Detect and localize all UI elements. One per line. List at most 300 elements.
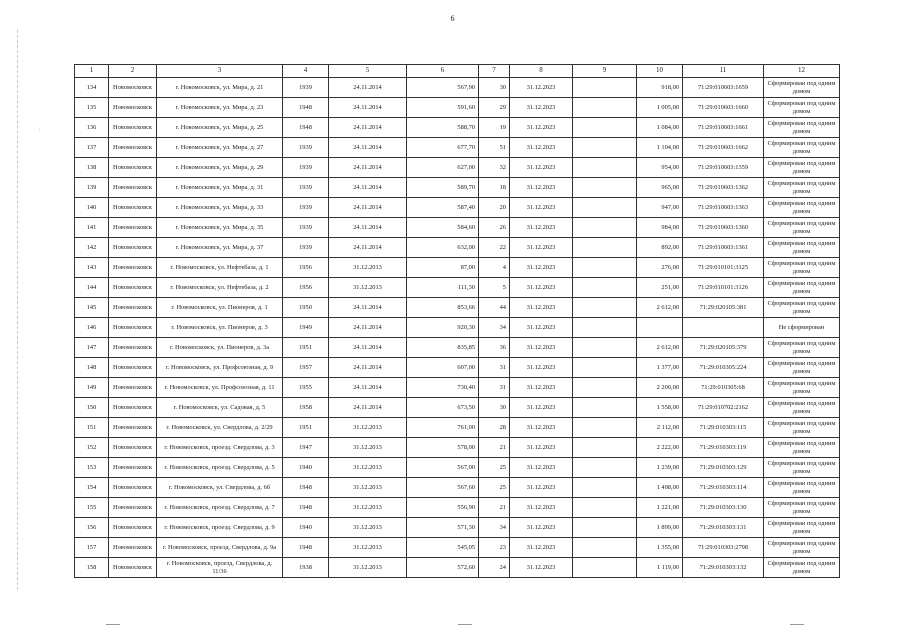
cell-status: Сформирован под одним домом	[764, 218, 840, 238]
cell-row-number: 153	[75, 458, 109, 478]
cell-count: 25	[479, 478, 510, 498]
cell-build-year: 1939	[283, 218, 329, 238]
cell-date: 24.11.2014	[329, 178, 407, 198]
cell-value: 1 558,00	[637, 398, 683, 418]
cell-end-date: 31.12.2023	[510, 158, 573, 178]
cell-cadastral-number: 71:29:010303:129	[683, 458, 764, 478]
cell-end-date: 31.12.2023	[510, 338, 573, 358]
cell-build-year: 1948	[283, 98, 329, 118]
cell-end-date: 31.12.2023	[510, 298, 573, 318]
cell-city: Новомосковск	[109, 218, 157, 238]
cell-city: Новомосковск	[109, 418, 157, 438]
cell-count: 23	[479, 538, 510, 558]
cell-date: 24.11.2014	[329, 218, 407, 238]
cell-build-year: 1939	[283, 78, 329, 98]
cell-area: 920,30	[407, 318, 479, 338]
cell-end-date: 31.12.2023	[510, 238, 573, 258]
cell-row-number: 139	[75, 178, 109, 198]
cell-value: 984,00	[637, 218, 683, 238]
column-header-11: 11	[683, 65, 764, 78]
cell-city: Новомосковск	[109, 338, 157, 358]
cell-city: Новомосковск	[109, 98, 157, 118]
cell-address: г. Новомосковск, ул. Мира, д. 33	[157, 198, 283, 218]
cell-city: Новомосковск	[109, 538, 157, 558]
cell-build-year: 1958	[283, 398, 329, 418]
cell-empty-col	[573, 258, 637, 278]
cell-build-year: 1939	[283, 138, 329, 158]
cell-value: 1 221,00	[637, 498, 683, 518]
column-header-4: 4	[283, 65, 329, 78]
table-row	[75, 218, 840, 238]
cell-row-number: 156	[75, 518, 109, 538]
cell-cadastral-number: 71:29:010303:119	[683, 438, 764, 458]
cell-count: 31	[479, 358, 510, 378]
cell-empty-col	[573, 358, 637, 378]
cell-city: Новомосковск	[109, 518, 157, 538]
cell-city: Новомосковск	[109, 438, 157, 458]
cell-end-date: 31.12.2023	[510, 78, 573, 98]
cell-address: г. Новомосковск, проезд. Свердлова, д. 3	[157, 438, 283, 458]
cell-date: 31.12.2013	[329, 418, 407, 438]
cell-date: 24.11.2014	[329, 318, 407, 338]
cell-date: 24.11.2014	[329, 118, 407, 138]
cell-value: 1 498,00	[637, 478, 683, 498]
cell-address: г. Новомосковск, ул. Пионеров, д. 3а	[157, 338, 283, 358]
cell-value: 918,00	[637, 78, 683, 98]
cell-value: 2 612,00	[637, 338, 683, 358]
cell-empty-col	[573, 158, 637, 178]
cell-date: 31.12.2013	[329, 458, 407, 478]
cell-empty-col	[573, 178, 637, 198]
cell-date: 24.11.2014	[329, 378, 407, 398]
cell-address: г. Новомосковск, ул. Нефтебаза, д. 2	[157, 278, 283, 298]
cell-cadastral-number: 71:29:020105:379	[683, 338, 764, 358]
cell-count: 24	[479, 558, 510, 578]
cell-address: г. Новомосковск, ул. Профсоюзная, д. 11	[157, 378, 283, 398]
cell-status: Сформирован под одним домом	[764, 198, 840, 218]
cell-count: 22	[479, 238, 510, 258]
cell-cadastral-number: 71:29:010603:1361	[683, 238, 764, 258]
cell-city: Новомосковск	[109, 498, 157, 518]
cell-empty-col	[573, 558, 637, 578]
table-row	[75, 538, 840, 558]
cell-address: г. Новомосковск, проезд. Свердлова, д. 9а	[157, 538, 283, 558]
cell-row-number: 150	[75, 398, 109, 418]
cell-value: 1 084,00	[637, 118, 683, 138]
cell-count: 32	[479, 158, 510, 178]
cell-row-number: 158	[75, 558, 109, 578]
cell-date: 31.12.2013	[329, 498, 407, 518]
cell-build-year: 1955	[283, 378, 329, 398]
cell-row-number: 151	[75, 418, 109, 438]
cell-build-year: 1956	[283, 278, 329, 298]
cell-address: г. Новомосковск, ул. Свердлова, д. 2/29	[157, 418, 283, 438]
column-header-1: 1	[75, 65, 109, 78]
cell-cadastral-number: 71:29:010303:130	[683, 498, 764, 518]
cell-build-year: 1940	[283, 458, 329, 478]
cell-build-year: 1939	[283, 238, 329, 258]
cell-area: 567,90	[407, 78, 479, 98]
column-header-9: 9	[573, 65, 637, 78]
cell-status: Сформирован под одним домом	[764, 398, 840, 418]
cell-count: 34	[479, 518, 510, 538]
cell-end-date: 31.12.2023	[510, 98, 573, 118]
column-header-6: 6	[407, 65, 479, 78]
cell-area: 556,90	[407, 498, 479, 518]
cell-count: 28	[479, 418, 510, 438]
cell-count: 51	[479, 138, 510, 158]
cell-empty-col	[573, 478, 637, 498]
cell-area: 587,40	[407, 198, 479, 218]
cell-empty-col	[573, 218, 637, 238]
cell-city: Новомосковск	[109, 118, 157, 138]
cell-end-date: 31.12.2023	[510, 358, 573, 378]
cell-cadastral-number	[683, 318, 764, 338]
cell-row-number: 155	[75, 498, 109, 518]
cell-count: 30	[479, 398, 510, 418]
cell-row-number: 138	[75, 158, 109, 178]
cell-row-number: 143	[75, 258, 109, 278]
cell-end-date: 31.12.2023	[510, 118, 573, 138]
cell-date: 24.11.2014	[329, 398, 407, 418]
cell-status: Сформирован под одним домом	[764, 498, 840, 518]
cell-empty-col	[573, 98, 637, 118]
cell-empty-col	[573, 498, 637, 518]
cell-address: г. Новомосковск, ул. Свердлова, д. 6б	[157, 478, 283, 498]
cell-cadastral-number: 71:29:010305:224	[683, 358, 764, 378]
cell-build-year: 1949	[283, 318, 329, 338]
cell-count: 21	[479, 438, 510, 458]
cell-area: 572,60	[407, 558, 479, 578]
cell-row-number: 145	[75, 298, 109, 318]
cell-value: 954,00	[637, 158, 683, 178]
cell-count: 34	[479, 318, 510, 338]
cell-end-date: 31.12.2023	[510, 278, 573, 298]
cell-address: г. Новомосковск, проезд. Свердлова, д. 5	[157, 458, 283, 478]
scan-artifact-line-center	[458, 624, 472, 625]
column-header-12: 12	[764, 65, 840, 78]
cell-area: 588,70	[407, 118, 479, 138]
cell-status: Сформирован под одним домом	[764, 378, 840, 398]
cell-address: г. Новомосковск, ул. Мира, д. 31	[157, 178, 283, 198]
cell-value	[637, 318, 683, 338]
cell-address: г. Новомосковск, ул. Профсоюзная, д. 9	[157, 358, 283, 378]
cell-empty-col	[573, 438, 637, 458]
cell-end-date: 31.12.2023	[510, 518, 573, 538]
cell-end-date: 31.12.2023	[510, 138, 573, 158]
table-row	[75, 498, 840, 518]
cell-cadastral-number: 71:29:010101:3125	[683, 258, 764, 278]
cell-build-year: 1939	[283, 198, 329, 218]
cell-area: 673,50	[407, 398, 479, 418]
scan-artifact-line-right	[790, 624, 804, 625]
cell-build-year: 1948	[283, 538, 329, 558]
table-row	[75, 398, 840, 418]
cell-end-date: 31.12.2023	[510, 558, 573, 578]
cell-build-year: 1939	[283, 178, 329, 198]
cell-city: Новомосковск	[109, 358, 157, 378]
cell-date: 24.11.2014	[329, 138, 407, 158]
column-header-5: 5	[329, 65, 407, 78]
table-row	[75, 198, 840, 218]
cell-empty-col	[573, 318, 637, 338]
cell-status: Сформирован под одним домом	[764, 118, 840, 138]
cell-area: 567,60	[407, 478, 479, 498]
table-row	[75, 558, 840, 578]
cell-end-date: 31.12.2023	[510, 198, 573, 218]
column-header-10: 10	[637, 65, 683, 78]
cell-end-date: 31.12.2023	[510, 318, 573, 338]
cell-date: 31.12.2013	[329, 518, 407, 538]
cell-address: г. Новомосковск, ул. Садовая, д. 5	[157, 398, 283, 418]
table-row	[75, 338, 840, 358]
cell-row-number: 134	[75, 78, 109, 98]
cell-row-number: 135	[75, 98, 109, 118]
cell-cadastral-number: 71:29:010603:1661	[683, 118, 764, 138]
table-row	[75, 258, 840, 278]
cell-date: 24.11.2014	[329, 338, 407, 358]
cell-address: г. Новомосковск, проезд. Свердлова, д. 11/36	[157, 558, 283, 578]
cell-end-date: 31.12.2023	[510, 418, 573, 438]
cell-status: Сформирован под одним домом	[764, 138, 840, 158]
column-header-2: 2	[109, 65, 157, 78]
cell-address: г. Новомосковск, проезд. Свердлова, д. 9	[157, 518, 283, 538]
cell-end-date: 31.12.2023	[510, 438, 573, 458]
table-row	[75, 318, 840, 338]
housing-registry-table	[74, 64, 840, 578]
cell-area: 545,05	[407, 538, 479, 558]
cell-area: 591,60	[407, 98, 479, 118]
cell-row-number: 154	[75, 478, 109, 498]
cell-empty-col	[573, 418, 637, 438]
cell-area: 111,30	[407, 278, 479, 298]
cell-area: 853,66	[407, 298, 479, 318]
cell-cadastral-number: 71:29:010603:1360	[683, 218, 764, 238]
cell-date: 24.11.2014	[329, 98, 407, 118]
cell-status: Не сформирован	[764, 318, 840, 338]
cell-status: Сформирован под одним домом	[764, 98, 840, 118]
cell-city: Новомосковск	[109, 318, 157, 338]
cell-city: Новомосковск	[109, 478, 157, 498]
cell-empty-col	[573, 78, 637, 98]
cell-empty-col	[573, 378, 637, 398]
cell-city: Новомосковск	[109, 138, 157, 158]
cell-date: 31.12.2013	[329, 478, 407, 498]
cell-cadastral-number: 71:29:010603:1659	[683, 78, 764, 98]
cell-status: Сформирован под одним домом	[764, 178, 840, 198]
cell-city: Новомосковск	[109, 78, 157, 98]
cell-date: 31.12.2013	[329, 558, 407, 578]
cell-end-date: 31.12.2023	[510, 398, 573, 418]
scan-artifact-mark: .	[39, 124, 41, 132]
cell-status: Сформирован под одним домом	[764, 298, 840, 318]
cell-value: 1 119,00	[637, 558, 683, 578]
cell-date: 24.11.2014	[329, 158, 407, 178]
cell-end-date: 31.12.2023	[510, 178, 573, 198]
table-row	[75, 138, 840, 158]
cell-count: 4	[479, 258, 510, 278]
cell-area: 567,00	[407, 458, 479, 478]
cell-row-number: 147	[75, 338, 109, 358]
cell-status: Сформирован под одним домом	[764, 538, 840, 558]
cell-end-date: 31.12.2023	[510, 218, 573, 238]
cell-count: 21	[479, 498, 510, 518]
cell-address: г. Новомосковск, ул. Мира, д. 35	[157, 218, 283, 238]
cell-city: Новомосковск	[109, 198, 157, 218]
cell-date: 24.11.2014	[329, 238, 407, 258]
cell-city: Новомосковск	[109, 238, 157, 258]
cell-city: Новомосковск	[109, 558, 157, 578]
cell-count: 18	[479, 178, 510, 198]
table-row	[75, 298, 840, 318]
cell-status: Сформирован под одним домом	[764, 438, 840, 458]
cell-area: 730,40	[407, 378, 479, 398]
cell-end-date: 31.12.2023	[510, 498, 573, 518]
cell-city: Новомосковск	[109, 278, 157, 298]
cell-cadastral-number: 71:29:010603:1662	[683, 138, 764, 158]
cell-status: Сформирован под одним домом	[764, 458, 840, 478]
cell-status: Сформирован под одним домом	[764, 158, 840, 178]
cell-end-date: 31.12.2023	[510, 458, 573, 478]
cell-count: 25	[479, 458, 510, 478]
cell-cadastral-number: 71:29:010303:114	[683, 478, 764, 498]
cell-build-year: 1948	[283, 118, 329, 138]
cell-build-year: 1938	[283, 558, 329, 578]
column-header-8: 8	[510, 65, 573, 78]
cell-status: Сформирован под одним домом	[764, 518, 840, 538]
table-row	[75, 178, 840, 198]
cell-value: 1 239,00	[637, 458, 683, 478]
cell-city: Новомосковск	[109, 378, 157, 398]
cell-status: Сформирован под одним домом	[764, 258, 840, 278]
cell-cadastral-number: 71:29:010303:2798	[683, 538, 764, 558]
cell-value: 276,00	[637, 258, 683, 278]
table-row	[75, 518, 840, 538]
cell-value: 2 222,00	[637, 438, 683, 458]
cell-address: г. Новомосковск, ул. Мира, д. 21	[157, 78, 283, 98]
cell-area: 584,60	[407, 218, 479, 238]
cell-date: 31.12.2013	[329, 258, 407, 278]
cell-cadastral-number: 71:29:010603:1660	[683, 98, 764, 118]
cell-value: 1 005,00	[637, 98, 683, 118]
cell-city: Новомосковск	[109, 258, 157, 278]
cell-build-year: 1957	[283, 358, 329, 378]
cell-status: Сформирован под одним домом	[764, 358, 840, 378]
cell-empty-col	[573, 338, 637, 358]
table-row	[75, 118, 840, 138]
cell-area: 87,00	[407, 258, 479, 278]
cell-build-year: 1950	[283, 298, 329, 318]
table-row	[75, 478, 840, 498]
cell-city: Новомосковск	[109, 458, 157, 478]
cell-build-year: 1948	[283, 478, 329, 498]
table-row	[75, 238, 840, 258]
cell-value: 965,00	[637, 178, 683, 198]
cell-address: г. Новомосковск, ул. Нефтебаза, д. 1	[157, 258, 283, 278]
cell-cadastral-number: 71:29:010303:115	[683, 418, 764, 438]
cell-row-number: 142	[75, 238, 109, 258]
cell-row-number: 141	[75, 218, 109, 238]
cell-count: 44	[479, 298, 510, 318]
cell-area: 835,85	[407, 338, 479, 358]
cell-value: 1 377,00	[637, 358, 683, 378]
column-header-3: 3	[157, 65, 283, 78]
table-row	[75, 278, 840, 298]
column-header-7: 7	[479, 65, 510, 78]
cell-area: 578,00	[407, 438, 479, 458]
table-header-row	[75, 65, 840, 78]
cell-cadastral-number: 71:29:010101:3126	[683, 278, 764, 298]
cell-address: г. Новомосковск, ул. Мира, д. 29	[157, 158, 283, 178]
cell-date: 31.12.2013	[329, 438, 407, 458]
cell-date: 24.11.2014	[329, 78, 407, 98]
cell-row-number: 148	[75, 358, 109, 378]
cell-status: Сформирован под одним домом	[764, 278, 840, 298]
cell-end-date: 31.12.2023	[510, 378, 573, 398]
cell-address: г. Новомосковск, ул. Мира, д. 27	[157, 138, 283, 158]
cell-city: Новомосковск	[109, 398, 157, 418]
cell-empty-col	[573, 398, 637, 418]
cell-cadastral-number: 71:29:010702:2162	[683, 398, 764, 418]
cell-row-number: 152	[75, 438, 109, 458]
cell-row-number: 157	[75, 538, 109, 558]
cell-empty-col	[573, 538, 637, 558]
cell-address: г. Новомосковск, ул. Мира, д. 37	[157, 238, 283, 258]
cell-date: 24.11.2014	[329, 198, 407, 218]
cell-end-date: 31.12.2023	[510, 478, 573, 498]
cell-date: 24.11.2014	[329, 358, 407, 378]
cell-count: 5	[479, 278, 510, 298]
cell-cadastral-number: 71:29:010305:68	[683, 378, 764, 398]
cell-cadastral-number: 71:29:010603:1362	[683, 178, 764, 198]
table-body	[75, 78, 840, 578]
cell-cadastral-number: 71:29:010303:132	[683, 558, 764, 578]
cell-empty-col	[573, 138, 637, 158]
cell-empty-col	[573, 118, 637, 138]
cell-empty-col	[573, 278, 637, 298]
cell-value: 2 112,00	[637, 418, 683, 438]
cell-empty-col	[573, 198, 637, 218]
cell-value: 1 899,00	[637, 518, 683, 538]
table-row	[75, 458, 840, 478]
cell-value: 892,00	[637, 238, 683, 258]
cell-cadastral-number: 71:29:010603:1359	[683, 158, 764, 178]
cell-count: 36	[479, 338, 510, 358]
cell-empty-col	[573, 458, 637, 478]
table-row	[75, 378, 840, 398]
cell-value: 947,00	[637, 198, 683, 218]
cell-city: Новомосковск	[109, 298, 157, 318]
cell-value: 1 355,00	[637, 538, 683, 558]
cell-status: Сформирован под одним домом	[764, 338, 840, 358]
cell-area: 677,70	[407, 138, 479, 158]
cell-count: 31	[479, 378, 510, 398]
cell-build-year: 1951	[283, 338, 329, 358]
cell-empty-col	[573, 238, 637, 258]
cell-status: Сформирован под одним домом	[764, 238, 840, 258]
cell-count: 20	[479, 198, 510, 218]
cell-end-date: 31.12.2023	[510, 538, 573, 558]
cell-address: г. Новомосковск, проезд. Свердлова, д. 7	[157, 498, 283, 518]
cell-value: 1 104,00	[637, 138, 683, 158]
cell-area: 589,70	[407, 178, 479, 198]
cell-build-year: 1939	[283, 158, 329, 178]
cell-build-year: 1948	[283, 498, 329, 518]
table-row	[75, 78, 840, 98]
scan-artifact-line-left	[106, 624, 120, 625]
cell-row-number: 137	[75, 138, 109, 158]
table-row	[75, 358, 840, 378]
